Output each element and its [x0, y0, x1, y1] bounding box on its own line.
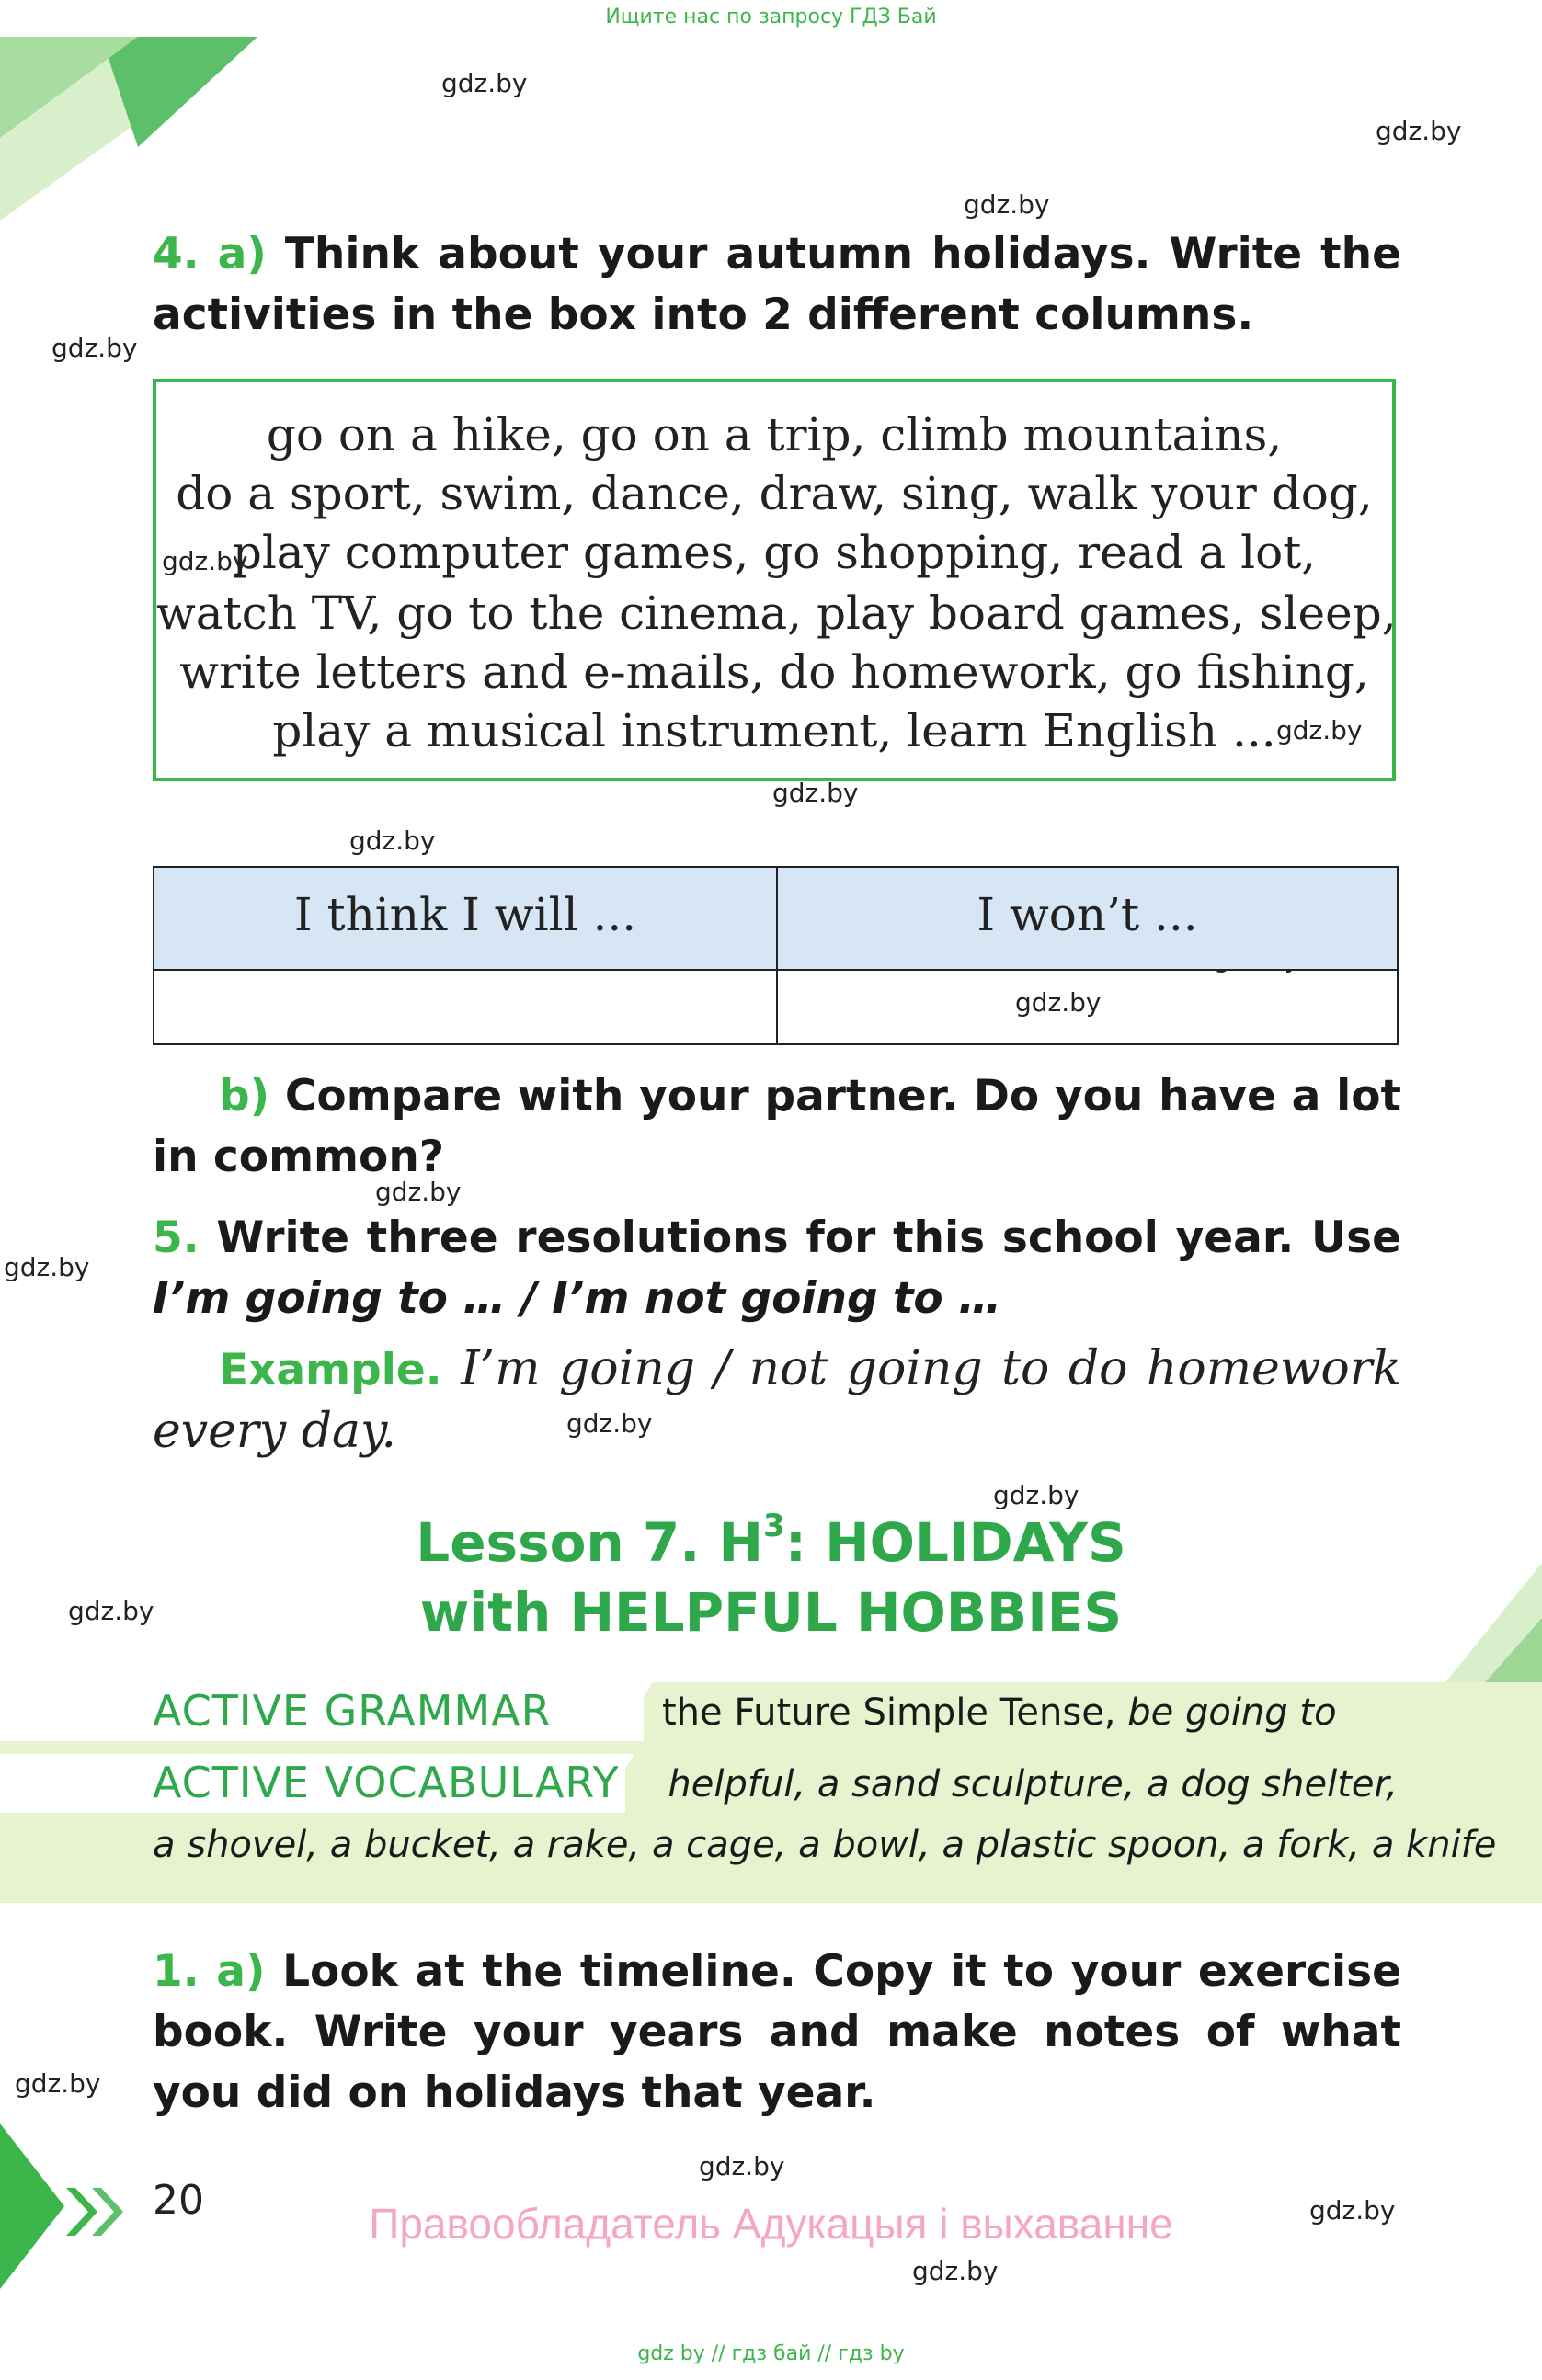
- task-5: [153, 1208, 1401, 1329]
- task-text: Look at the timeline. Copy it to your exercise book. Write your years and make notes of what you did on holidays that year.: [153, 1946, 1402, 2118]
- watermark: gdz.by: [349, 826, 436, 856]
- lesson-title-sup: 3: [763, 1508, 785, 1544]
- columns-table: [153, 866, 1399, 1045]
- activity-line: do a sport, swim, dance, draw, sing, walk your dog,: [176, 467, 1373, 520]
- task-4b: [153, 1066, 1401, 1188]
- task-number: 1.: [153, 1946, 200, 1997]
- task-number: 5.: [153, 1213, 200, 1263]
- task-1a: [153, 1942, 1401, 2124]
- watermark: gdz.by: [4, 1252, 90, 1282]
- example-text: I’m going / not going to do homework every day.: [153, 1341, 1401, 1459]
- watermark: gdz.by: [566, 1408, 653, 1439]
- active-band: [0, 1682, 1542, 1903]
- activity-box: [153, 379, 1396, 781]
- watermark: gdz.by: [15, 2068, 101, 2099]
- table-cell[interactable]: [154, 971, 776, 1043]
- watermark: gdz.by: [162, 546, 248, 576]
- strip-arrow: [607, 1682, 653, 1741]
- example: [153, 1338, 1401, 1462]
- watermark: gdz.by: [1276, 715, 1363, 746]
- example-label: Example.: [219, 1345, 442, 1395]
- active-vocabulary-label: ACTIVE VOCABULARY: [153, 1758, 620, 1807]
- task-text: Write three resolutions for this school year. Use: [216, 1213, 1401, 1263]
- task-letter: a): [216, 1946, 266, 1997]
- task-letter: a): [217, 229, 267, 279]
- activity-line: write letters and e-mails, do homework, go fishing,: [179, 645, 1369, 699]
- task-text: Think about your autumn holidays. Write the activities in the box into 2 different columns.: [153, 229, 1401, 340]
- task-text: Compare with your partner. Do you have a lot in common?: [153, 1071, 1401, 1182]
- watermark: gdz.by: [51, 333, 138, 363]
- table-cell[interactable]: [778, 971, 1397, 1043]
- vocabulary-line-1: helpful, a sand sculpture, a dog shelter,: [668, 1763, 1398, 1805]
- grammar-text: [662, 1691, 1337, 1734]
- activity-line: go on a hike, go on a trip, climb mountains,: [266, 408, 1283, 461]
- header-label: I won’t ...: [977, 888, 1198, 941]
- task-number: 4.: [153, 229, 200, 279]
- header-label: I think I will ...: [293, 888, 637, 941]
- vocabulary-line-2: a shovel, a bucket, a rake, a cage, a bowl, a plastic spoon, a fork, a knife: [153, 1824, 1497, 1866]
- activity-line: play computer games, go shopping, read a lot,: [232, 526, 1317, 579]
- grammar-text-italic: be going to: [1127, 1691, 1337, 1734]
- watermark: gdz.by: [68, 1596, 154, 1626]
- watermark: gdz.by: [912, 2256, 999, 2286]
- lesson-title: [0, 1508, 1542, 1577]
- rights-holder: Правообладатель Адукацыя і выхаванне: [369, 2200, 1173, 2248]
- lesson-title-prefix: Lesson 7. H: [416, 1511, 764, 1574]
- page-number: 20: [153, 2177, 204, 2224]
- task-letter: b): [219, 1071, 270, 1122]
- activity-line: watch TV, go to the cinema, play board games, sleep,: [156, 586, 1397, 640]
- watermark: gdz.by: [1309, 2195, 1396, 2226]
- watermark: gdz.by: [441, 68, 528, 98]
- grammar-text-plain: the Future Simple Tense,: [662, 1691, 1116, 1734]
- watermark: gdz.by: [993, 1480, 1079, 1510]
- top-banner[interactable]: Ищите нас по запросу ГДЗ Бай: [605, 6, 937, 28]
- footer-links[interactable]: gdz by // гдз бай // гдз by: [637, 2342, 905, 2365]
- watermark: gdz.by: [699, 2151, 785, 2181]
- lesson-title-suffix: : HOLIDAYS: [784, 1511, 1126, 1574]
- table-header-cell: [154, 868, 776, 971]
- table-header-cell: [778, 868, 1397, 971]
- watermark: gdz.by: [964, 189, 1050, 220]
- corner-decoration-top: [0, 37, 257, 221]
- activity-line: play a musical instrument, learn English ...: [272, 704, 1276, 757]
- task-4a: [153, 224, 1401, 346]
- task-italic: I’m going to … / I’m not going to …: [153, 1273, 1002, 1324]
- watermark: gdz.by: [375, 1177, 462, 1207]
- active-grammar-label: ACTIVE GRAMMAR: [153, 1686, 552, 1736]
- watermark: gdz.by: [1376, 116, 1462, 146]
- lesson-subtitle: with HELPFUL HOBBIES: [419, 1581, 1123, 1644]
- watermark: gdz.by: [1015, 987, 1102, 1018]
- watermark: gdz.by: [772, 778, 859, 808]
